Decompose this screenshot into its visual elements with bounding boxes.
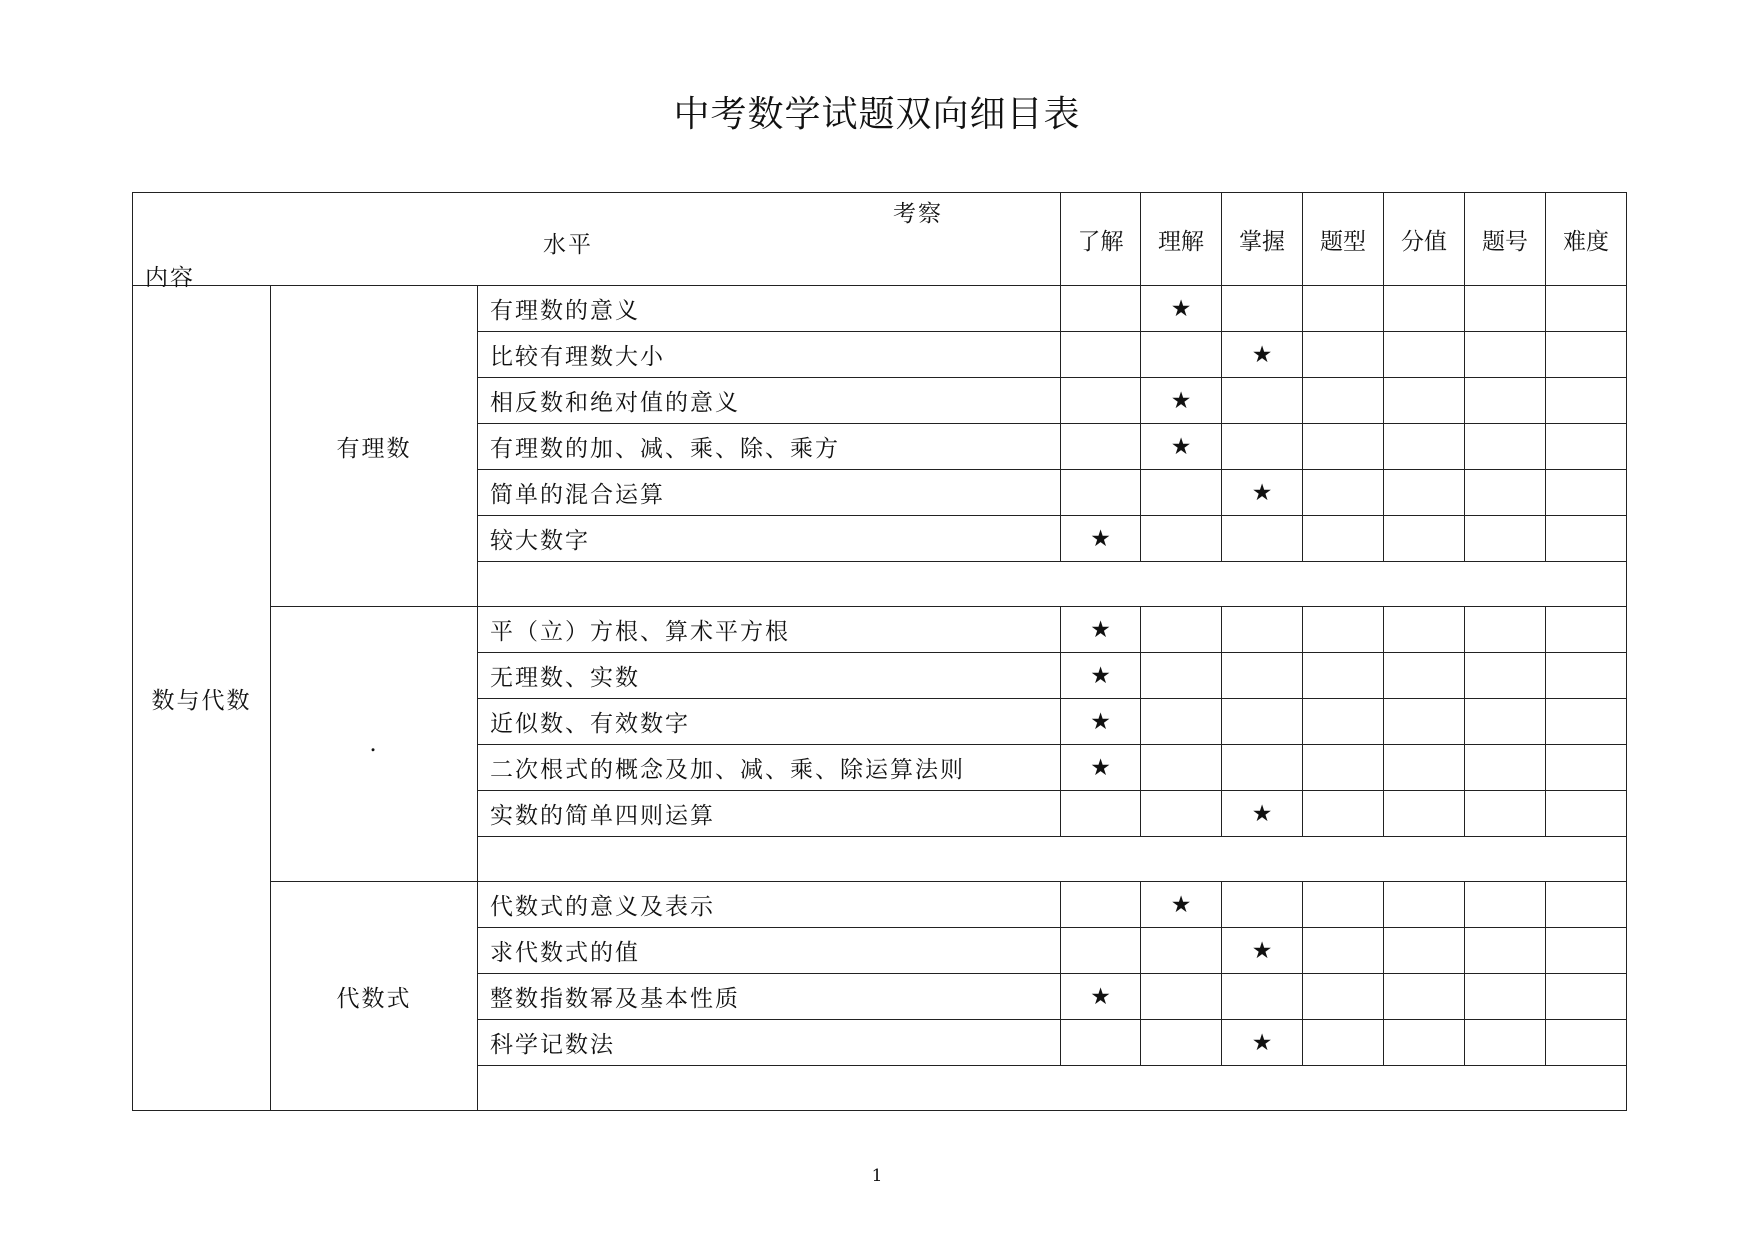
empty-attribute-cell xyxy=(1384,653,1465,699)
empty-level-cell xyxy=(1222,378,1303,424)
empty-level-cell xyxy=(1061,286,1141,332)
empty-attribute-cell xyxy=(1465,653,1546,699)
empty-attribute-cell xyxy=(1546,699,1627,745)
empty-attribute-cell xyxy=(1465,791,1546,837)
spacer-cell xyxy=(478,837,1627,882)
group-label: 有理数 xyxy=(271,286,478,607)
header-question-type: 题型 xyxy=(1303,193,1384,286)
star-mark-icon: ★ xyxy=(1061,699,1141,745)
empty-level-cell xyxy=(1141,332,1222,378)
empty-attribute-cell xyxy=(1303,653,1384,699)
empty-attribute-cell xyxy=(1546,745,1627,791)
empty-attribute-cell xyxy=(1384,1020,1465,1066)
empty-attribute-cell xyxy=(1546,791,1627,837)
empty-attribute-cell xyxy=(1546,286,1627,332)
empty-attribute-cell xyxy=(1303,928,1384,974)
page-title: 中考数学试题双向细目表 xyxy=(673,94,1081,135)
empty-level-cell xyxy=(1222,699,1303,745)
empty-attribute-cell xyxy=(1384,928,1465,974)
star-mark-icon: ★ xyxy=(1061,653,1141,699)
empty-attribute-cell xyxy=(1546,607,1627,653)
empty-attribute-cell xyxy=(1546,332,1627,378)
star-mark-icon: ★ xyxy=(1061,745,1141,791)
table-row xyxy=(133,607,1627,653)
empty-attribute-cell xyxy=(1384,882,1465,928)
empty-level-cell xyxy=(1141,470,1222,516)
empty-attribute-cell xyxy=(1465,882,1546,928)
empty-level-cell xyxy=(1141,791,1222,837)
empty-attribute-cell xyxy=(1465,332,1546,378)
empty-attribute-cell xyxy=(1384,791,1465,837)
star-mark-icon: ★ xyxy=(1141,378,1222,424)
empty-attribute-cell xyxy=(1384,332,1465,378)
star-mark-icon: ★ xyxy=(1141,882,1222,928)
empty-attribute-cell xyxy=(1546,1020,1627,1066)
empty-attribute-cell xyxy=(1465,470,1546,516)
empty-level-cell xyxy=(1061,332,1141,378)
empty-level-cell xyxy=(1222,653,1303,699)
empty-attribute-cell xyxy=(1384,378,1465,424)
empty-level-cell xyxy=(1222,974,1303,1020)
empty-attribute-cell xyxy=(1303,745,1384,791)
empty-attribute-cell xyxy=(1465,286,1546,332)
empty-attribute-cell xyxy=(1303,974,1384,1020)
empty-level-cell xyxy=(1061,791,1141,837)
empty-attribute-cell xyxy=(1465,974,1546,1020)
empty-attribute-cell xyxy=(1465,699,1546,745)
topic-cell: 代数式的意义及表示 xyxy=(478,882,1061,928)
empty-attribute-cell xyxy=(1303,516,1384,562)
header-corner-top: 考察 xyxy=(893,201,943,227)
star-mark-icon: ★ xyxy=(1222,470,1303,516)
empty-attribute-cell xyxy=(1303,286,1384,332)
header-level-comprehend: 理解 xyxy=(1141,193,1222,286)
empty-attribute-cell xyxy=(1303,378,1384,424)
star-mark-icon: ★ xyxy=(1141,286,1222,332)
empty-attribute-cell xyxy=(1384,699,1465,745)
topic-cell: 较大数字 xyxy=(478,516,1061,562)
empty-level-cell xyxy=(1222,745,1303,791)
empty-attribute-cell xyxy=(1303,470,1384,516)
empty-attribute-cell xyxy=(1546,974,1627,1020)
empty-attribute-cell xyxy=(1384,745,1465,791)
empty-level-cell xyxy=(1141,745,1222,791)
topic-cell: 求代数式的值 xyxy=(478,928,1061,974)
topic-cell: 近似数、有效数字 xyxy=(478,699,1061,745)
empty-attribute-cell xyxy=(1546,653,1627,699)
topic-cell: 平（立）方根、算术平方根 xyxy=(478,607,1061,653)
specification-table xyxy=(132,192,1627,1111)
topic-cell: 相反数和绝对值的意义 xyxy=(478,378,1061,424)
empty-attribute-cell xyxy=(1384,286,1465,332)
empty-attribute-cell xyxy=(1384,424,1465,470)
empty-level-cell xyxy=(1061,424,1141,470)
table-row xyxy=(133,882,1627,928)
topic-cell: 科学记数法 xyxy=(478,1020,1061,1066)
group-label: 代数式 xyxy=(271,882,478,1111)
header-difficulty: 难度 xyxy=(1546,193,1627,286)
table-row xyxy=(133,286,1627,332)
empty-level-cell xyxy=(1141,516,1222,562)
empty-level-cell xyxy=(1141,653,1222,699)
empty-level-cell xyxy=(1061,928,1141,974)
empty-attribute-cell xyxy=(1546,516,1627,562)
topic-cell: 简单的混合运算 xyxy=(478,470,1061,516)
empty-attribute-cell xyxy=(1465,1020,1546,1066)
empty-attribute-cell xyxy=(1546,424,1627,470)
empty-attribute-cell xyxy=(1303,791,1384,837)
empty-attribute-cell xyxy=(1465,424,1546,470)
empty-attribute-cell xyxy=(1303,424,1384,470)
topic-cell: 有理数的加、减、乘、除、乘方 xyxy=(478,424,1061,470)
empty-level-cell xyxy=(1061,1020,1141,1066)
empty-attribute-cell xyxy=(1384,516,1465,562)
empty-level-cell xyxy=(1222,607,1303,653)
empty-level-cell xyxy=(1141,607,1222,653)
empty-level-cell xyxy=(1222,882,1303,928)
topic-cell: 无理数、实数 xyxy=(478,653,1061,699)
star-mark-icon: ★ xyxy=(1061,974,1141,1020)
empty-level-cell xyxy=(1222,286,1303,332)
empty-attribute-cell xyxy=(1384,470,1465,516)
page-number: 1 xyxy=(871,1166,883,1186)
empty-attribute-cell xyxy=(1303,882,1384,928)
star-mark-icon: ★ xyxy=(1222,332,1303,378)
empty-attribute-cell xyxy=(1465,378,1546,424)
empty-level-cell xyxy=(1061,470,1141,516)
empty-attribute-cell xyxy=(1546,882,1627,928)
empty-attribute-cell xyxy=(1465,928,1546,974)
empty-level-cell xyxy=(1061,378,1141,424)
empty-attribute-cell xyxy=(1465,745,1546,791)
star-mark-icon: ★ xyxy=(1222,791,1303,837)
empty-attribute-cell xyxy=(1303,607,1384,653)
spacer-cell xyxy=(478,562,1627,607)
empty-attribute-cell xyxy=(1303,699,1384,745)
empty-level-cell xyxy=(1141,974,1222,1020)
topic-cell: 整数指数幂及基本性质 xyxy=(478,974,1061,1020)
empty-level-cell xyxy=(1222,516,1303,562)
header-row xyxy=(133,193,1627,286)
header-question-number: 题号 xyxy=(1465,193,1546,286)
empty-level-cell xyxy=(1141,928,1222,974)
header-score: 分值 xyxy=(1384,193,1465,286)
group-label: . xyxy=(271,607,478,882)
topic-cell: 有理数的意义 xyxy=(478,286,1061,332)
empty-attribute-cell xyxy=(1465,607,1546,653)
empty-attribute-cell xyxy=(1546,928,1627,974)
empty-attribute-cell xyxy=(1303,1020,1384,1066)
table-body xyxy=(133,286,1627,1111)
topic-cell: 比较有理数大小 xyxy=(478,332,1061,378)
spacer-cell xyxy=(478,1066,1627,1111)
empty-attribute-cell xyxy=(1384,607,1465,653)
empty-attribute-cell xyxy=(1465,516,1546,562)
star-mark-icon: ★ xyxy=(1222,928,1303,974)
empty-level-cell xyxy=(1222,424,1303,470)
empty-attribute-cell xyxy=(1546,470,1627,516)
header-corner-bottom: 内容 xyxy=(145,265,195,291)
topic-cell: 二次根式的概念及加、减、乘、除运算法则 xyxy=(478,745,1061,791)
header-level-understand-basic: 了解 xyxy=(1061,193,1141,286)
section-label: 数与代数 xyxy=(133,286,271,1111)
header-corner-cell xyxy=(133,193,1061,291)
header-corner-middle: 水平 xyxy=(543,232,593,258)
star-mark-icon: ★ xyxy=(1141,424,1222,470)
empty-attribute-cell xyxy=(1384,974,1465,1020)
empty-level-cell xyxy=(1141,699,1222,745)
empty-level-cell xyxy=(1141,1020,1222,1066)
empty-level-cell xyxy=(1061,882,1141,928)
star-mark-icon: ★ xyxy=(1061,607,1141,653)
star-mark-icon: ★ xyxy=(1061,516,1141,562)
topic-cell: 实数的简单四则运算 xyxy=(478,791,1061,837)
star-mark-icon: ★ xyxy=(1222,1020,1303,1066)
header-level-master: 掌握 xyxy=(1222,193,1303,286)
empty-attribute-cell xyxy=(1546,378,1627,424)
empty-attribute-cell xyxy=(1303,332,1384,378)
